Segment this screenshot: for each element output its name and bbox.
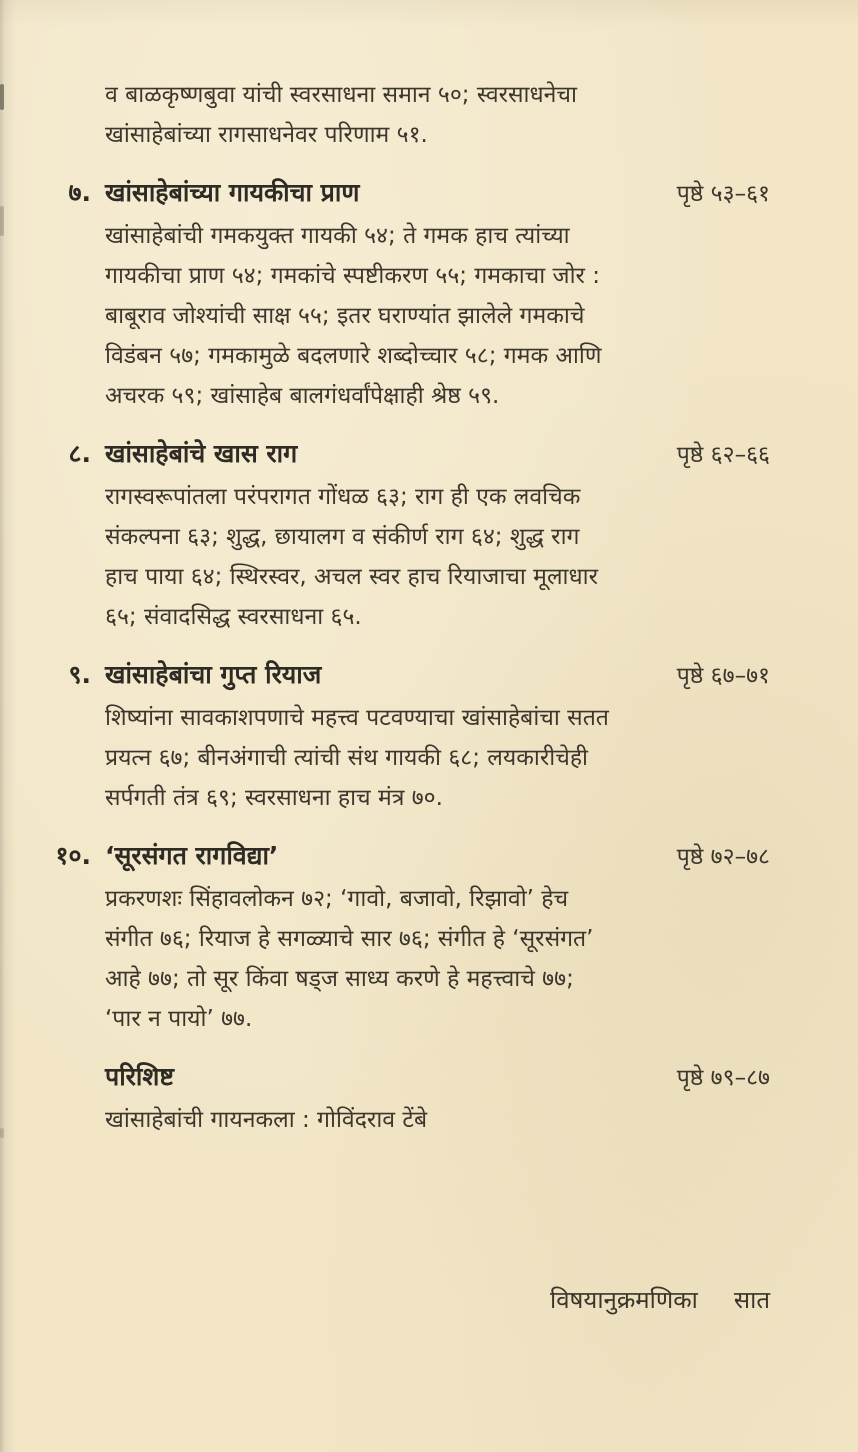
previous-entry-continuation: [105, 75, 770, 155]
entry-summary-line: संकल्पना ६३; शुद्ध, छायालग व संकीर्ण राग ६४; शुद्ध राग: [105, 524, 580, 550]
continuation-line: व बाळकृष्णबुवा यांची स्वरसाधना समान ५०; स्वरसाधनेचा: [105, 82, 577, 108]
entry-title: ‘सूरसंगत रागविद्या’: [105, 841, 279, 870]
toc-entry-8: [68, 432, 770, 637]
entry-number: १०.: [55, 841, 91, 870]
entry-summary-line: सर्पगती तंत्र ६९; स्वरसाधना हाच मंत्र ७०.: [105, 785, 443, 811]
entry-summary: [105, 216, 770, 416]
entry-summary-line: विडंबन ५७; गमकामुळे बदलणारे शब्दोच्चार ५८; गमक आणि: [105, 343, 602, 369]
entry-summary-line: प्रयत्न ६७; बीनअंगाची त्यांची संथ गायकी ६८; लयकारीचेही: [105, 745, 588, 771]
toc-entry-appendix: [105, 1055, 770, 1140]
toc-entry-header: [68, 432, 770, 477]
entry-summary-line: अचरक ५९; खांसाहेब बालगंधर्वांपेक्षाही श्रेष्ठ ५९.: [105, 383, 500, 409]
entry-title: खांसाहेबांचा गुप्त रियाज: [105, 660, 322, 689]
scan-edge-artifact: [0, 1128, 4, 1138]
entry-number: ९.: [68, 660, 91, 689]
scan-edge-artifact: [0, 206, 4, 236]
entry-summary-line: प्रकरणशः सिंहावलोकन ७२; ‘गावो, बजावो, रिझावो’ हेच: [105, 886, 569, 912]
page-footer: [550, 1283, 770, 1316]
entry-page-range: पृष्ठे ५३–६१: [676, 181, 770, 207]
entry-summary-line: ‘पार न पायो’ ७७.: [105, 1006, 253, 1032]
entry-page-range: पृष्ठे ७२–७८: [676, 844, 770, 870]
entry-summary-line: आहे ७७; तो सूर किंवा षड्ज साध्य करणे हे महत्त्वाचे ७७;: [105, 966, 574, 992]
footer-section-label: विषयानुक्रमणिका: [549, 1286, 698, 1314]
entry-summary-line: संगीत ७६; रियाज हे सगळ्याचे सार ७६; संगीत हे ‘सूरसंगत’: [105, 926, 594, 952]
entry-summary-line: हाच पाया ६४; स्थिरस्वर, अचल स्वर हाच रियाजाचा मूलाधार: [105, 564, 598, 590]
entry-summary: [105, 698, 770, 818]
entry-summary: [105, 879, 770, 1039]
entry-summary-line: खांसाहेबांची गमकयुक्त गायकी ५४; ते गमक हाच त्यांच्या: [105, 223, 570, 249]
toc-entry-header: [68, 653, 770, 698]
entry-title: खांसाहेबांचे खास राग: [105, 439, 298, 468]
toc-entry-header: [105, 1055, 770, 1100]
toc-entry-9: [68, 653, 770, 818]
entry-page-range: पृष्ठे ६७–७१: [676, 663, 770, 689]
toc-entry-10: [55, 834, 770, 1039]
entry-summary: [105, 1100, 770, 1140]
entry-page-range: पृष्ठे ७९–८७: [676, 1065, 770, 1091]
entry-summary-line: गायकीचा प्राण ५४; गमकांचे स्पष्टीकरण ५५; गमकाचा जोर :: [105, 263, 601, 289]
toc-entry-7: [68, 171, 770, 416]
footer-page-number: सात: [733, 1286, 770, 1314]
entry-summary-line: बाबूराव जोश्यांची साक्ष ५५; इतर घराण्यांत झालेले गमकाचे: [105, 303, 585, 329]
toc-content: [55, 0, 770, 1140]
entry-title: परिशिष्ट: [105, 1062, 174, 1091]
entry-summary-line: रागस्वरूपांतला परंपरागत गोंधळ ६३; राग ही एक लवचिक: [105, 484, 581, 510]
toc-entry-header: [55, 834, 770, 879]
entry-summary-line: खांसाहेबांची गायनकला : गोविंदराव टेंबे: [105, 1107, 428, 1133]
continuation-line: खांसाहेबांच्या रागसाधनेवर परिणाम ५१.: [105, 122, 428, 148]
entry-summary: [105, 477, 770, 637]
toc-entry-header: [68, 171, 770, 216]
entry-page-range: पृष्ठे ६२–६६: [676, 442, 770, 468]
entry-number: ७.: [68, 178, 91, 207]
entry-summary-line: ६५; संवादसिद्ध स्वरसाधना ६५.: [105, 604, 362, 630]
entry-number: ८.: [68, 439, 91, 468]
scan-edge-artifact: [0, 84, 4, 110]
entry-title: खांसाहेबांच्या गायकीचा प्राण: [105, 178, 360, 207]
entry-summary-line: शिष्यांना सावकाशपणाचे महत्त्व पटवण्याचा खांसाहेबांचा सतत: [105, 705, 609, 731]
